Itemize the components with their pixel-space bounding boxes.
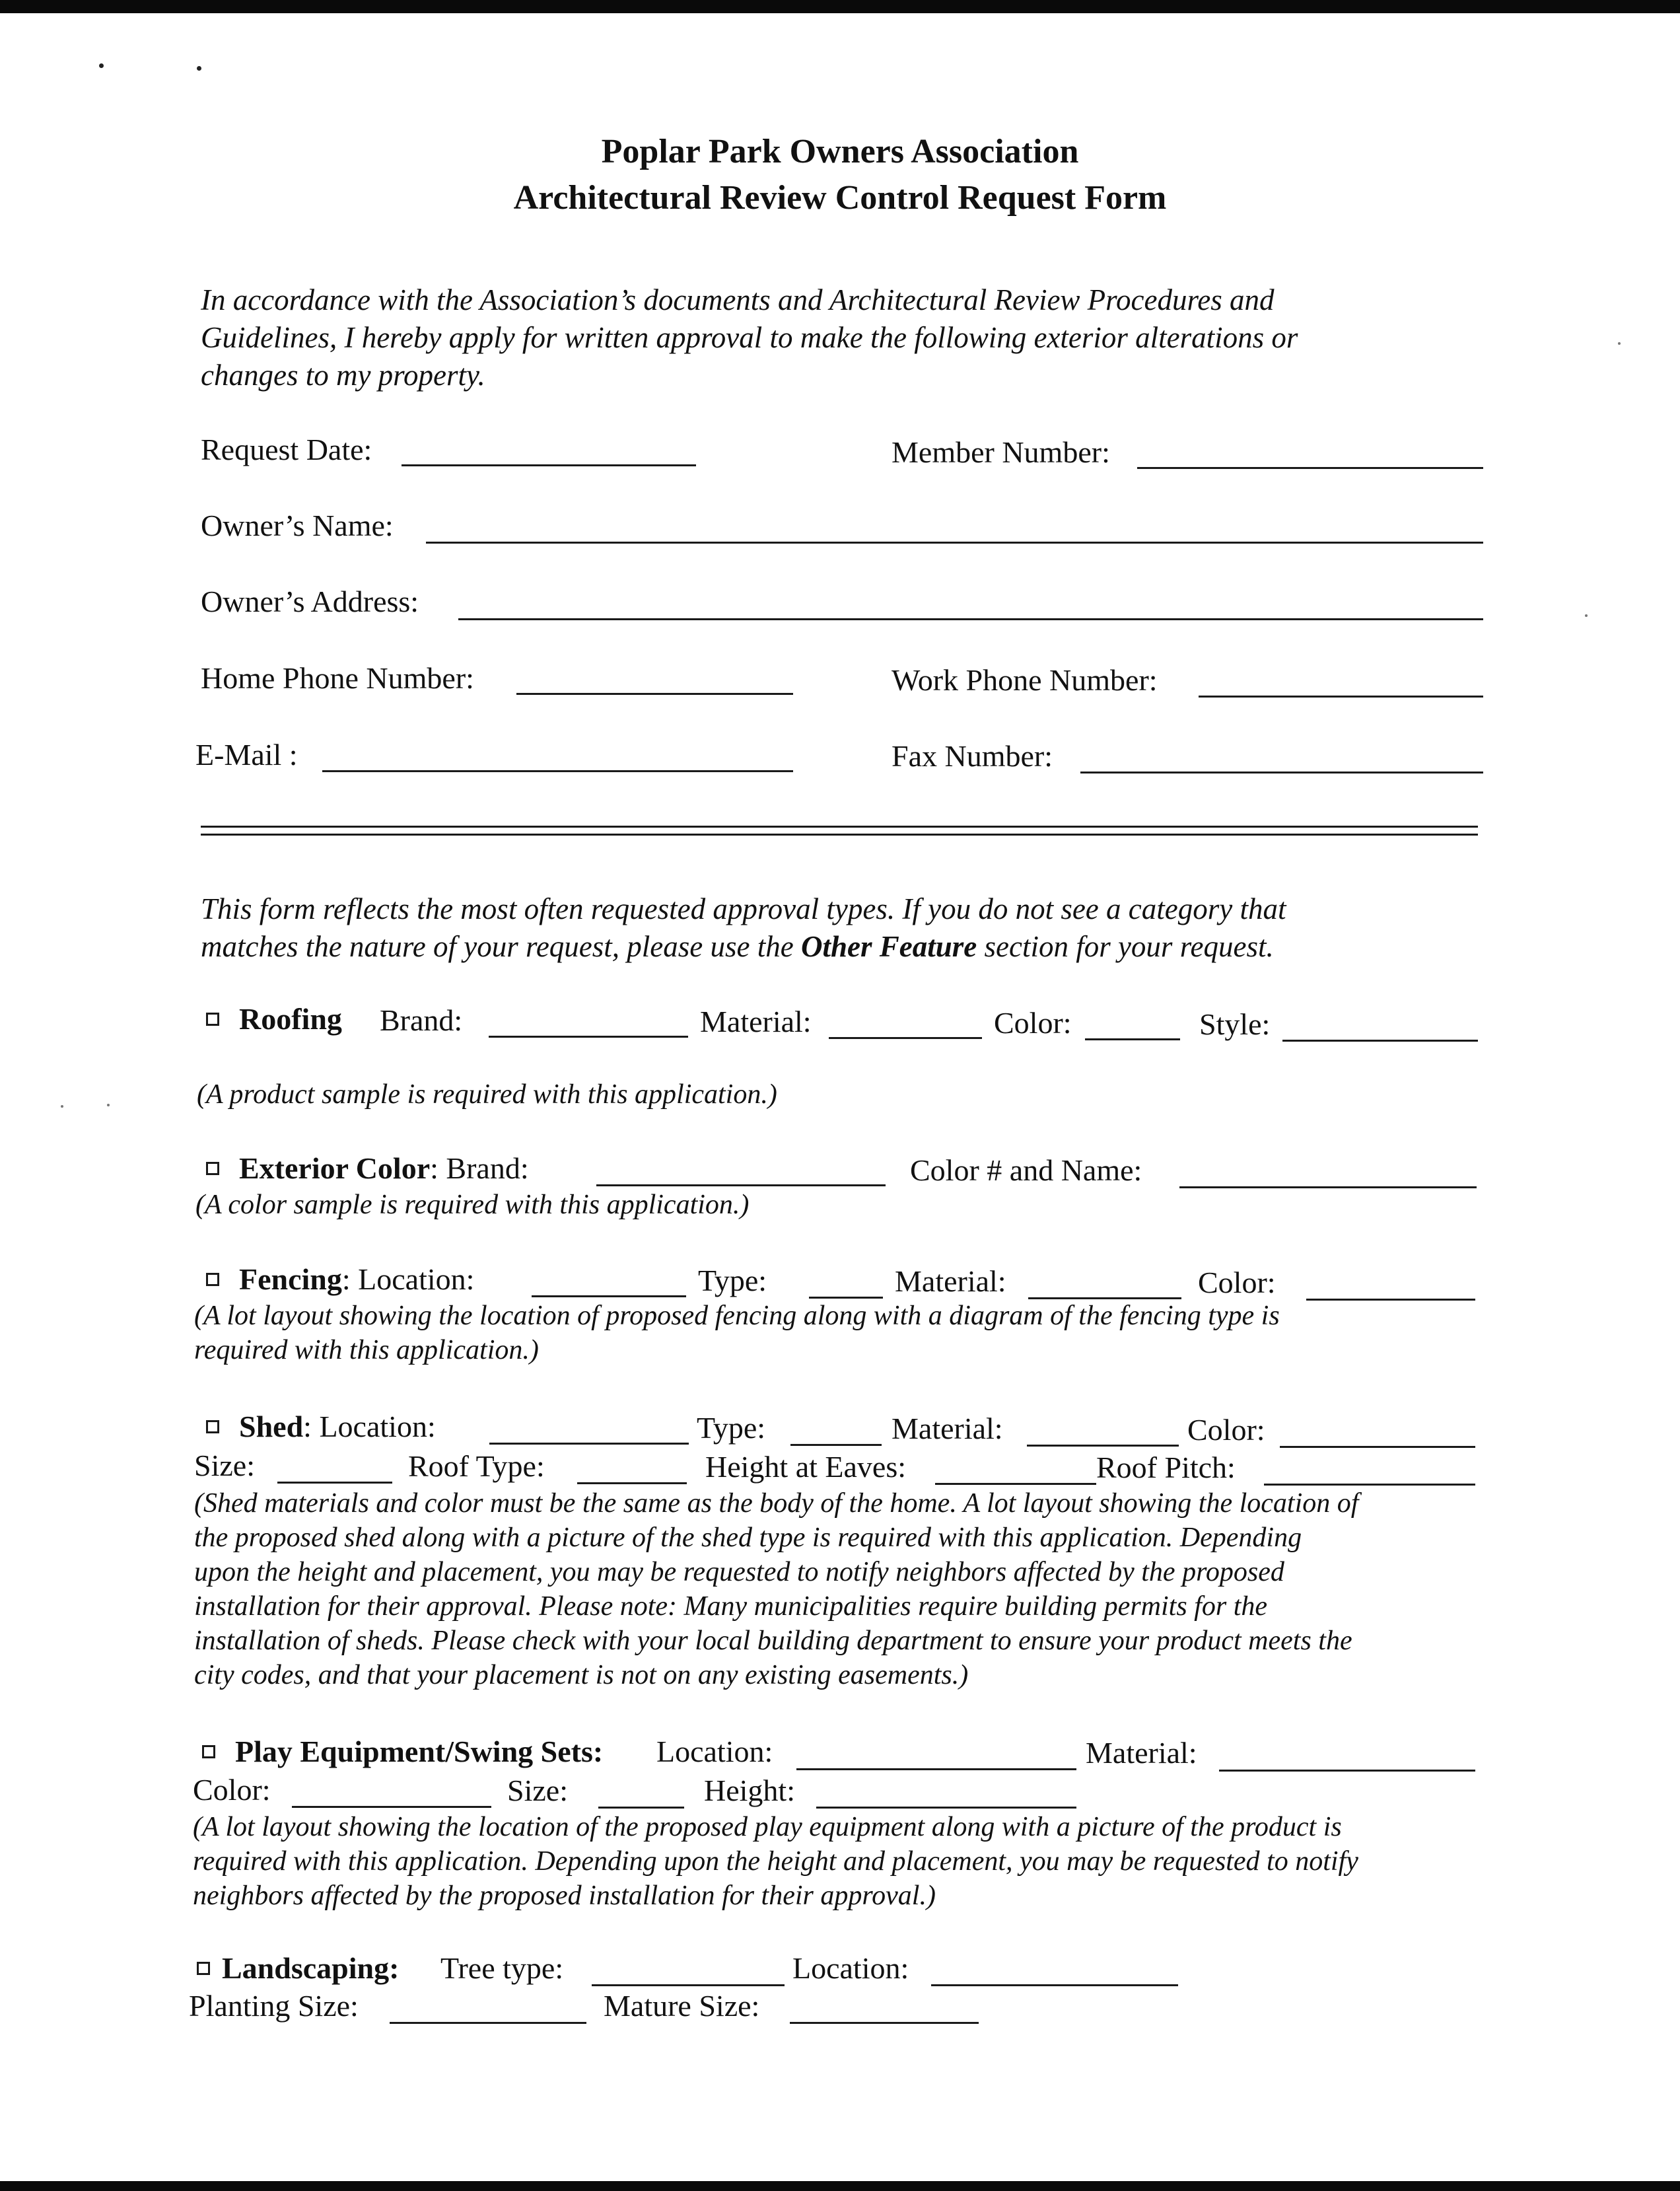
request-date-field[interactable]: [402, 464, 696, 466]
roofing-brand-field[interactable]: [489, 1036, 688, 1038]
play-size-label: Size:: [507, 1774, 568, 1807]
owners-address-label: Owner’s Address:: [201, 585, 419, 618]
shed-color-field[interactable]: [1280, 1446, 1475, 1448]
association-title: Poplar Park Owners Association: [601, 133, 1079, 170]
email-field[interactable]: [322, 770, 793, 772]
fencing-title: Fencing: [239, 1262, 342, 1296]
exterior-color-brand-label: : Brand:: [430, 1151, 529, 1185]
landscaping-location-label: Location:: [792, 1951, 909, 1985]
roofing-material-label: Material:: [700, 1005, 812, 1038]
notice-line-2: matches the nature of your request, please use the Other Feature section for your request.: [201, 930, 1274, 963]
shed-location-label: : Location:: [303, 1410, 436, 1443]
exterior-color-row: [206, 1151, 529, 1186]
shed-roof-pitch-label: Roof Pitch:: [1096, 1451, 1236, 1484]
scan-border-bottom: [0, 2181, 1680, 2191]
landscaping-planting-size-field[interactable]: [390, 2022, 586, 2024]
landscaping-checkbox[interactable]: [197, 1962, 210, 1975]
owners-name-field[interactable]: [426, 542, 1483, 544]
play-material-label: Material:: [1086, 1736, 1197, 1770]
play-equipment-checkbox[interactable]: [202, 1745, 215, 1758]
form-title: Architectural Review Control Request Form: [513, 179, 1167, 217]
scan-speck: [1618, 342, 1621, 345]
fencing-type-field[interactable]: [809, 1297, 883, 1299]
shed-title: Shed: [239, 1410, 304, 1443]
shed-material-field[interactable]: [1027, 1445, 1179, 1447]
exterior-color-name-label: Color # and Name:: [910, 1153, 1142, 1187]
home-phone-field[interactable]: [516, 693, 793, 695]
roofing-color-field[interactable]: [1085, 1038, 1180, 1040]
shed-material-label: Material:: [892, 1412, 1003, 1445]
roofing-checkbox[interactable]: [206, 1013, 219, 1026]
roofing-row: [206, 1001, 342, 1037]
shed-type-label: Type:: [697, 1411, 766, 1445]
fencing-checkbox[interactable]: [206, 1273, 219, 1286]
member-number-field[interactable]: [1137, 467, 1483, 469]
exterior-color-title: Exterior Color: [239, 1151, 431, 1185]
landscaping-mature-size-label: Mature Size:: [604, 1989, 760, 2023]
scan-border-top: [0, 0, 1680, 13]
shed-height-eaves-label: Height at Eaves:: [705, 1450, 907, 1484]
scan-mark: [197, 66, 201, 71]
email-label: E-Mail :: [195, 738, 298, 772]
request-date-label: Request Date:: [201, 433, 372, 466]
roofing-title: Roofing: [239, 1002, 342, 1036]
play-color-field[interactable]: [292, 1806, 491, 1808]
fencing-row: [206, 1262, 474, 1297]
shed-row: [206, 1409, 436, 1445]
play-note-line-1: (A lot layout showing the location of the proposed play equipment along with a picture of the product is: [193, 1812, 1342, 1842]
landscaping-planting-size-label: Planting Size:: [189, 1989, 359, 2023]
shed-note-line-1: (Shed materials and color must be the same as the body of the home. A lot layout showing the location of: [194, 1488, 1359, 1519]
play-equipment-row: [202, 1734, 603, 1770]
shed-note-line-4: installation for their approval. Please note: Many municipalities require building permits for the: [194, 1591, 1267, 1622]
intro-line-2: Guidelines, I hereby apply for written approval to make the following exterior alterations or: [201, 321, 1298, 354]
notice-line-1: This form reflects the most often requested approval types. If you do not see a category that: [201, 892, 1286, 925]
shed-color-label: Color:: [1187, 1413, 1265, 1447]
shed-roof-pitch-field[interactable]: [1264, 1484, 1475, 1486]
play-height-label: Height:: [704, 1774, 795, 1807]
shed-roof-type-field[interactable]: [577, 1482, 687, 1484]
other-feature-emphasis: Other Feature: [800, 930, 977, 963]
fencing-note-line-1: (A lot layout showing the location of proposed fencing along with a diagram of the fencing type is: [194, 1301, 1280, 1331]
play-size-field[interactable]: [598, 1807, 684, 1809]
intro-line-3: changes to my property.: [201, 359, 485, 392]
roofing-material-field[interactable]: [829, 1037, 982, 1039]
fax-label: Fax Number:: [892, 739, 1053, 773]
fencing-material-label: Material:: [895, 1264, 1006, 1298]
intro-line-1: In accordance with the Association’s documents and Architectural Review Procedures and: [201, 283, 1275, 316]
shed-note-line-2: the proposed shed along with a picture of the shed type is required with this application. Depending: [194, 1523, 1302, 1553]
fax-field[interactable]: [1080, 772, 1483, 773]
landscaping-tree-type-label: Tree type:: [440, 1951, 564, 1985]
roofing-note: (A product sample is required with this application.): [197, 1079, 777, 1110]
shed-note-line-3: upon the height and placement, you may be requested to notify neighbors affected by the proposed: [194, 1557, 1284, 1587]
work-phone-label: Work Phone Number:: [892, 663, 1158, 697]
divider-rule-top: [201, 826, 1478, 828]
scan-mark: [99, 63, 104, 68]
play-note-line-3: neighbors affected by the proposed installation for their approval.): [193, 1881, 936, 1911]
scan-speck: [61, 1105, 63, 1108]
landscaping-title: Landscaping:: [222, 1951, 400, 1985]
roofing-brand-label: Brand:: [380, 1003, 463, 1037]
play-location-label: Location:: [656, 1735, 773, 1768]
shed-location-field[interactable]: [489, 1443, 689, 1445]
owners-name-label: Owner’s Name:: [201, 509, 394, 542]
play-material-field[interactable]: [1219, 1770, 1475, 1772]
shed-note-line-5: installation of sheds. Please check with your local building department to ensure your product meets the: [194, 1626, 1352, 1656]
fencing-color-label: Color:: [1198, 1266, 1276, 1299]
landscaping-row: [197, 1951, 399, 1986]
play-height-field[interactable]: [816, 1807, 1076, 1809]
roofing-style-label: Style:: [1199, 1007, 1271, 1041]
play-note-line-2: required with this application. Depending upon the height and placement, you may be requested to notify: [193, 1846, 1358, 1877]
landscaping-mature-size-field[interactable]: [790, 2022, 979, 2024]
scan-speck: [107, 1104, 110, 1106]
scan-speck: [1585, 614, 1588, 617]
divider-rule-bottom: [201, 834, 1478, 836]
fencing-type-label: Type:: [698, 1264, 767, 1297]
owners-address-field[interactable]: [458, 618, 1483, 620]
roofing-color-label: Color:: [994, 1006, 1072, 1040]
fencing-note-line-2: required with this application.): [194, 1335, 539, 1365]
shed-height-eaves-field[interactable]: [935, 1483, 1096, 1485]
member-number-label: Member Number:: [892, 435, 1110, 469]
exterior-color-checkbox[interactable]: [206, 1162, 219, 1175]
shed-size-label: Size:: [194, 1449, 255, 1482]
roofing-style-field[interactable]: [1282, 1040, 1478, 1042]
shed-roof-type-label: Roof Type:: [408, 1449, 545, 1483]
fencing-location-field[interactable]: [532, 1295, 686, 1297]
play-location-field[interactable]: [796, 1768, 1076, 1770]
exterior-color-brand-field[interactable]: [596, 1184, 886, 1186]
landscaping-location-field[interactable]: [931, 1984, 1178, 1986]
shed-type-field[interactable]: [790, 1444, 882, 1446]
play-color-label: Color:: [193, 1773, 271, 1807]
fencing-location-label: : Location:: [341, 1262, 475, 1296]
shed-checkbox[interactable]: [206, 1420, 219, 1433]
landscaping-tree-type-field[interactable]: [592, 1984, 785, 1986]
shed-size-field[interactable]: [277, 1482, 392, 1484]
work-phone-field[interactable]: [1199, 696, 1483, 698]
fencing-color-field[interactable]: [1306, 1299, 1475, 1301]
shed-note-line-6: city codes, and that your placement is not on any existing easements.): [194, 1660, 969, 1690]
home-phone-label: Home Phone Number:: [201, 661, 474, 695]
exterior-color-note: (A color sample is required with this application.): [195, 1190, 750, 1220]
play-equipment-title: Play Equipment/Swing Sets:: [235, 1735, 604, 1768]
exterior-color-name-field[interactable]: [1179, 1186, 1477, 1188]
